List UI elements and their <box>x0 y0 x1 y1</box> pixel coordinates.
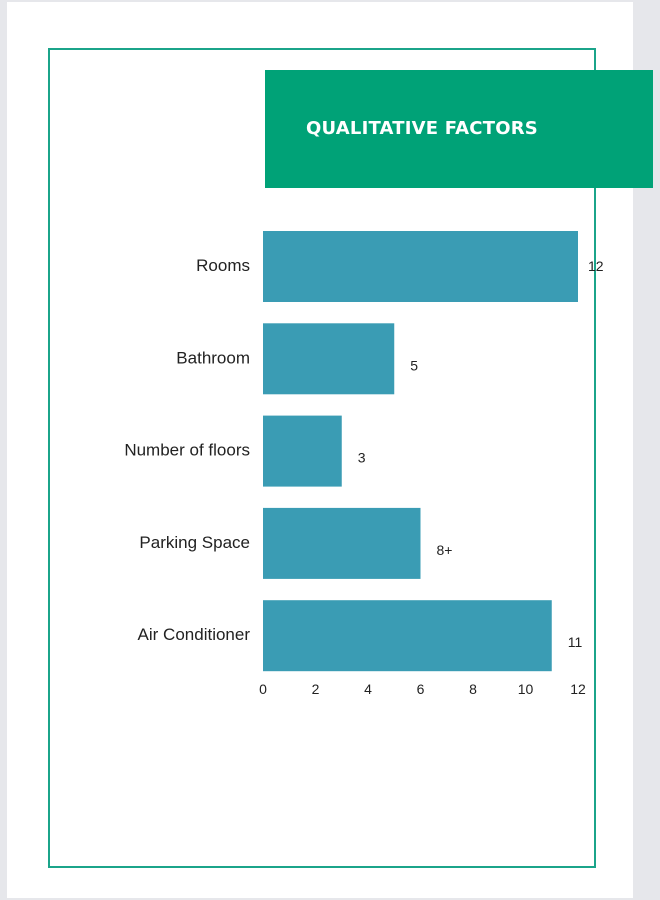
bar-1 <box>263 323 394 394</box>
category-label-3: Parking Space <box>139 532 250 552</box>
bar-2 <box>263 416 342 487</box>
x-tick-label-2: 4 <box>364 681 372 697</box>
category-label-4: Air Conditioner <box>137 625 250 645</box>
x-tick-label-0: 0 <box>259 681 267 697</box>
x-tick-label-3: 6 <box>416 681 425 697</box>
bar-0 <box>263 231 578 302</box>
x-tick-label-4: 8 <box>469 681 477 697</box>
value-label-4: 11 <box>567 634 583 651</box>
bar-4 <box>263 600 552 671</box>
category-label-0: Rooms <box>196 256 250 275</box>
bar-3 <box>263 508 421 579</box>
value-label-2: 3 <box>357 449 366 466</box>
x-tick-label-6: 12 <box>570 681 586 697</box>
value-label-0: 12 <box>588 258 604 274</box>
chart-title: QUALITATIVE FACTORS <box>306 118 538 139</box>
x-tick-label-1: 2 <box>311 681 320 697</box>
x-tick-label-5: 10 <box>517 681 534 697</box>
category-label-2: Number of floors <box>124 440 250 460</box>
value-label-1: 5 <box>410 357 419 374</box>
value-label-3: 8+ <box>436 541 453 558</box>
category-label-1: Bathroom <box>176 348 250 368</box>
